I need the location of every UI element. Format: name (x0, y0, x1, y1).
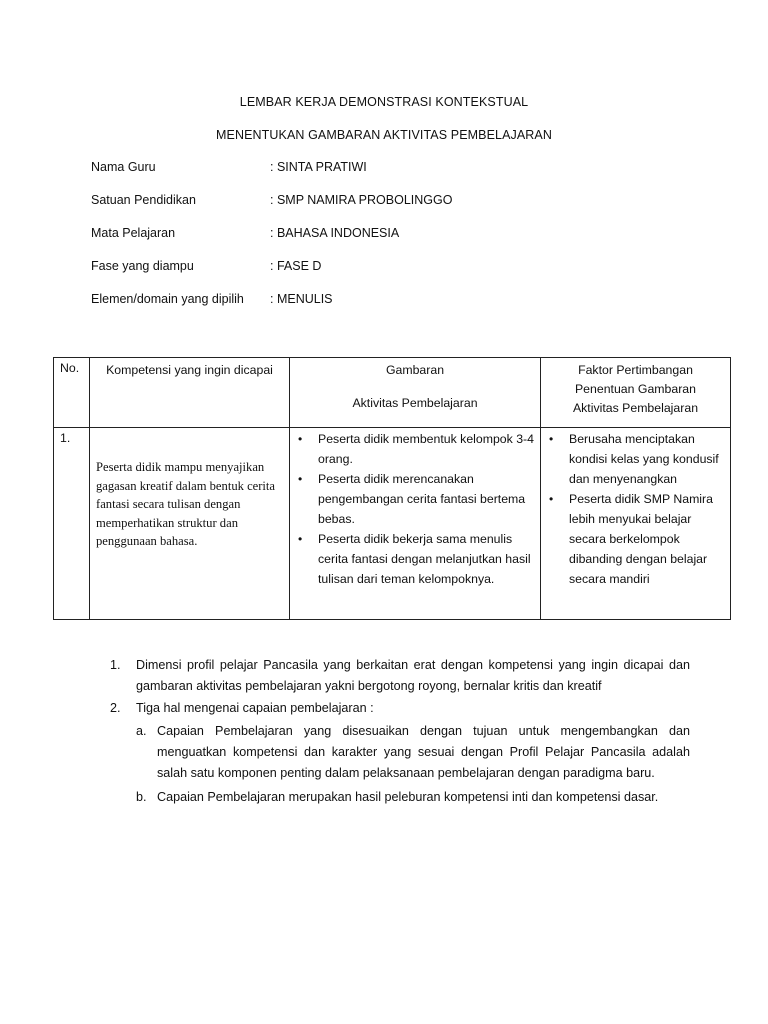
info-label: Satuan Pendidikan (91, 193, 196, 207)
header-gambaran-line2: Aktivitas Pembelajaran (352, 396, 478, 410)
row-faktor (541, 428, 731, 620)
info-value: : SMP NAMIRA PROBOLINGGO (270, 193, 453, 207)
bullet-icon: • (298, 472, 303, 486)
bullet-icon: • (298, 432, 303, 446)
sub-item-b (136, 787, 690, 808)
info-value: : MENULIS (270, 292, 333, 306)
list-number: 1. (110, 658, 121, 672)
list-item: • Peserta didik bekerja sama menulis cerita fantasi dengan melanjutkan hasil tulisan dari teman kelompoknya. (292, 529, 538, 589)
header-gambaran (290, 358, 541, 428)
list-text: Tiga hal mengenai capaian pembelajaran : (136, 701, 374, 715)
list-number: 2. (110, 701, 121, 715)
info-value: : BAHASA INDONESIA (270, 226, 400, 240)
info-row-mata-pelajaran (91, 226, 691, 244)
document-subtitle: MENENTUKAN GAMBARAN AKTIVITAS PEMBELAJARAN (216, 128, 552, 142)
sub-letter: b. (136, 790, 147, 804)
info-row-elemen (91, 292, 691, 310)
sub-item-a (136, 721, 690, 784)
list-item: • Peserta didik membentuk kelompok 3-4 orang. (292, 429, 538, 469)
info-row-fase (91, 259, 691, 277)
list-item-1 (110, 655, 690, 697)
list-item: • Berusaha menciptakan kondisi kelas yang kondusif dan menyenangkan (543, 429, 728, 489)
row-kompetensi: Peserta didik mampu menyajikan gagasan kreatif dalam bentuk cerita fantasi secara tulisan dengan memperhatikan struktur dan penggunaan bahasa. (90, 428, 290, 620)
info-row-satuan-pendidikan (91, 193, 691, 211)
header-faktor (541, 358, 731, 428)
info-value: : FASE D (270, 259, 322, 273)
numbered-list (110, 655, 690, 808)
list-text: Dimensi profil pelajar Pancasila yang berkaitan erat dengan kompetensi yang ingin dicapai dan gambaran aktivitas pembelajaran yakni bergotong royong, bernalar kritis dan kreatif (136, 658, 690, 693)
bullet-icon: • (298, 532, 303, 546)
info-row-nama-guru (91, 160, 691, 178)
header-faktor-line3: Aktivitas Pembelajaran (572, 401, 699, 415)
table-header-row (54, 358, 731, 428)
header-gambaran-line1: Gambaran (385, 363, 445, 377)
info-value: : SINTA PRATIWI (270, 160, 367, 174)
header-faktor-line1: Faktor Pertimbangan (578, 363, 693, 377)
document-title: LEMBAR KERJA DEMONSTRASI KONTEKSTUAL (239, 95, 529, 109)
list-item: • Peserta didik merencanakan pengembangan cerita fantasi bertema bebas. (292, 469, 538, 529)
sub-text: Capaian Pembelajaran yang disesuaikan dengan tujuan untuk mengembangkan dan menguatkan kompetensi dan karakter yang sesuai dengan Profil Pelajar Pancasila adalah salah satu komponen penting dalam pelaksanaan pembelajaran dengan paradigma baru. (157, 724, 690, 780)
bullet-icon: • (549, 432, 554, 446)
header-faktor-line2: Penentuan Gambaran (574, 382, 696, 396)
info-label: Nama Guru (91, 160, 156, 174)
activity-table (53, 357, 731, 620)
header-kompetensi: Kompetensi yang ingin dicapai (90, 358, 290, 428)
sub-text: Capaian Pembelajaran merupakan hasil peleburan kompetensi inti dan kompetensi dasar. (157, 790, 659, 804)
info-label: Fase yang diampu (91, 259, 194, 273)
info-label: Mata Pelajaran (91, 226, 176, 240)
header-no: No. (54, 358, 90, 428)
row-gambaran (290, 428, 541, 620)
bullet-icon: • (549, 492, 554, 506)
table-row (54, 428, 731, 620)
row-no: 1. (54, 428, 90, 620)
list-item: • Peserta didik SMP Namira lebih menyukai belajar secara berkelompok dibanding dengan belajar secara mandiri (543, 489, 728, 589)
sub-letter: a. (136, 724, 147, 738)
list-item-2 (110, 698, 690, 719)
info-label: Elemen/domain yang dipilih (91, 292, 244, 306)
